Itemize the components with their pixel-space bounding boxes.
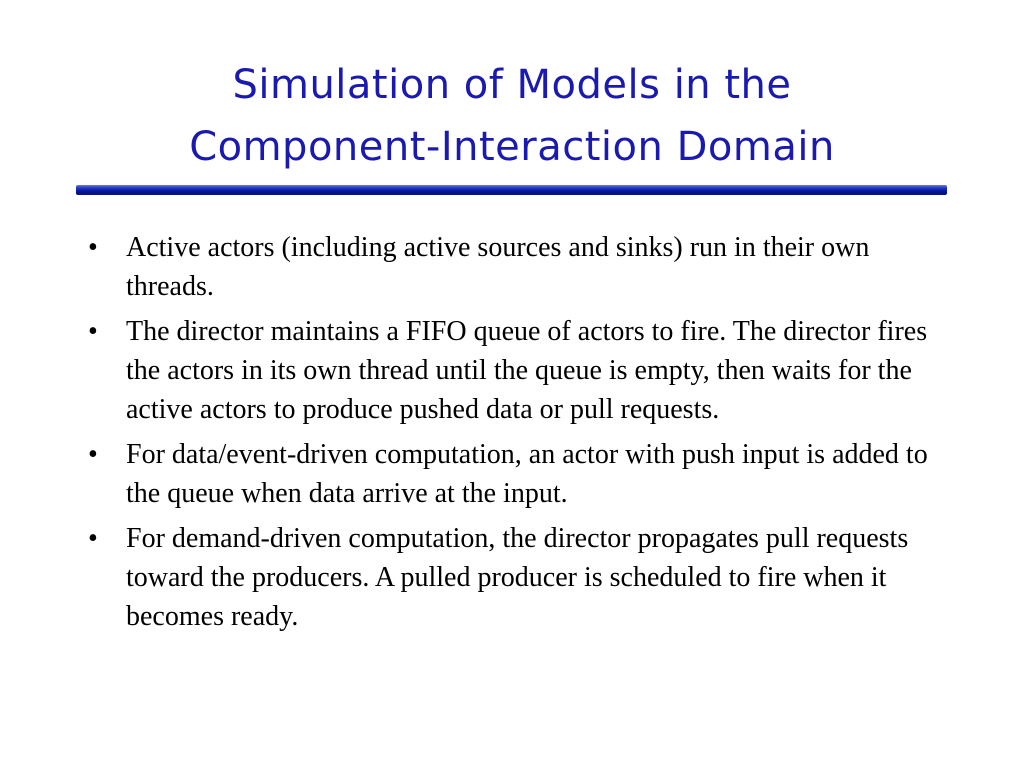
bullet-text: For demand-driven computation, the director propagates pull requests toward the producers. A pulled producer is scheduled to fire when it becomes ready. bbox=[126, 523, 909, 632]
bullet-item-4 bbox=[88, 519, 938, 636]
title-line-1: Simulation of Models in the bbox=[232, 62, 792, 108]
bullet-marker: • bbox=[88, 316, 98, 347]
bullet-item-1 bbox=[88, 228, 938, 306]
bullet-item-3 bbox=[88, 435, 938, 513]
bullet-marker: • bbox=[88, 232, 98, 263]
bullet-text: For data/event-driven computation, an actor with push input is added to the queue when data arrive at the input. bbox=[126, 439, 928, 509]
bullet-list bbox=[88, 228, 938, 642]
bullet-item-2 bbox=[88, 312, 938, 429]
bullet-text: Active actors (including active sources and sinks) run in their own threads. bbox=[126, 232, 870, 302]
title-line-2: Component-Interaction Domain bbox=[189, 124, 835, 170]
bullet-text: The director maintains a FIFO queue of actors to fire. The director fires the actors in its own thread until the queue is empty, then waits for the active actors to produce pushed data or pull requests. bbox=[126, 316, 928, 425]
bullet-marker: • bbox=[88, 523, 98, 554]
title-divider bbox=[76, 185, 947, 195]
slide-title bbox=[60, 54, 964, 178]
bullet-marker: • bbox=[88, 439, 98, 470]
